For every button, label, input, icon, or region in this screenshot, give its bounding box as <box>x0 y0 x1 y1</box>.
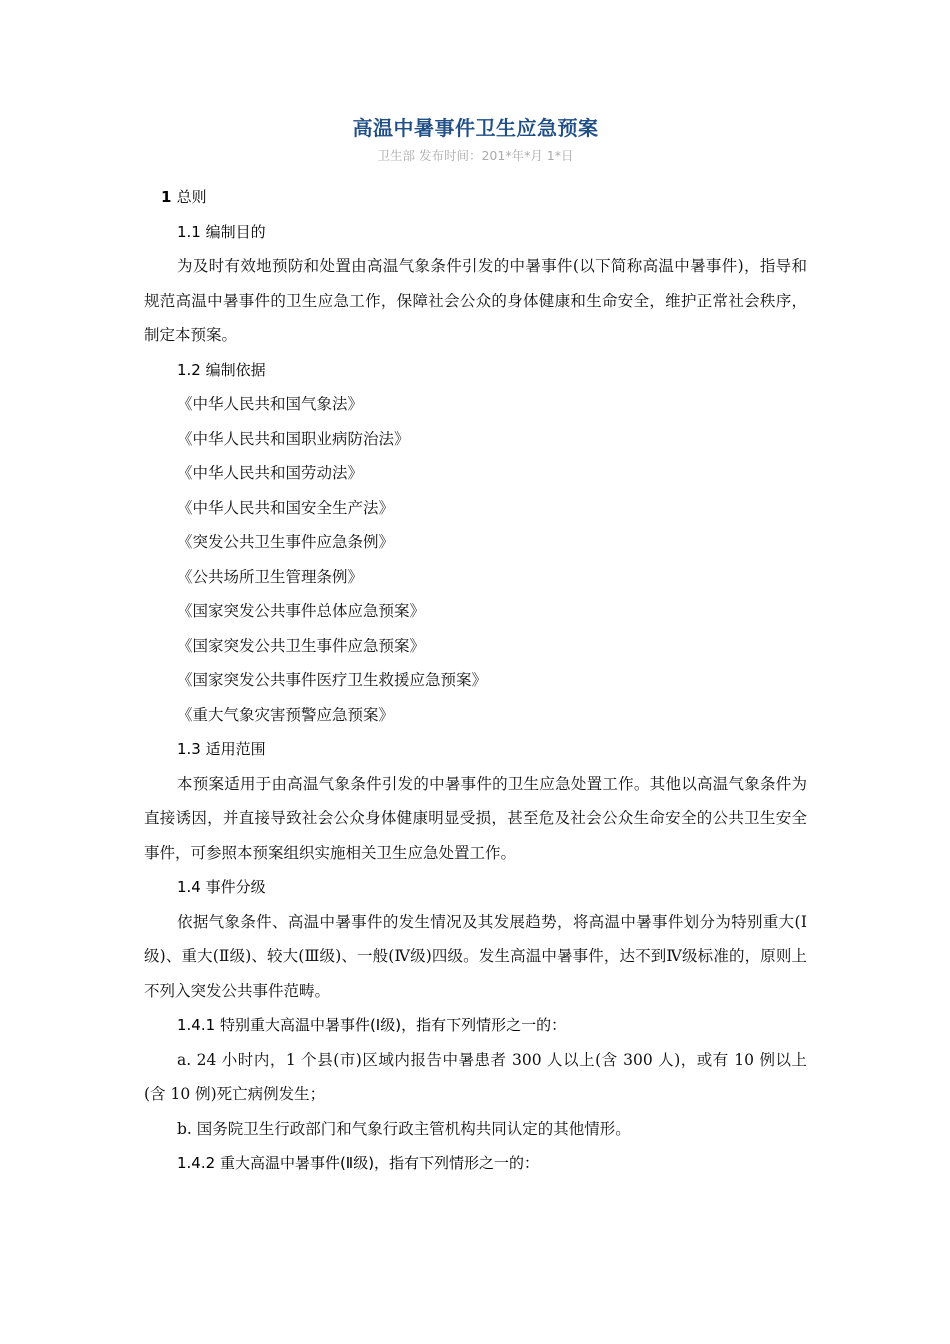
document-page <box>144 112 807 1181</box>
section-number: 1.3 <box>177 740 201 758</box>
reference-item: 《 重大气象灾害预警应急预案 》 <box>144 698 807 733</box>
section-number: 1 <box>161 188 172 206</box>
paragraph-criterion-a: a. 24 小时内，1 个县(市)区域内报告中暑患者 300 人以上(含 300 人)，或有 10 例以上(含 10 例)死亡病例发生； <box>144 1050 807 1103</box>
paragraph-purpose: 为及时有效地预防和处置由高温气象条件引发的中暑事件(以下简称高温中暑事件)，指导和规范高温中暑事件的卫生应急工作，保障社会公众的身体健康和生命安全，维护正常社会秩序，制定本预案。 <box>144 257 807 344</box>
section-number: 1.2 <box>177 360 201 379</box>
document-title: 高温中暑事件卫生应急预案 <box>352 116 599 140</box>
section-heading-1-4 <box>144 870 807 905</box>
reference-item: 《 中华人民共和国职业病防治法 》 <box>144 422 807 457</box>
reference-item: 《 国家突发公共卫生事件应急预案 》 <box>144 629 807 664</box>
reference-item: 《 国家突发公共事件总体应急预案 》 <box>144 594 807 629</box>
paragraph-scope: 本预案适用于由高温气象条件引发的中暑事件的卫生应急处置工作。其他以高温气象条件为直接诱因，并直接导致社会公众身体健康明显受损，甚至危及社会公众生命安全的公共卫生安全事件，可参照本预案组织实施相关卫生应急处置工作。 <box>144 774 807 862</box>
section-number: 1.4 <box>177 878 201 896</box>
reference-item: 《 公共场所卫生管理条例 》 <box>144 560 807 595</box>
reference-item: 《 突发公共卫生事件应急条例 》 <box>144 525 807 560</box>
reference-item: 《 中华人民共和国劳动法 》 <box>144 456 807 491</box>
section-heading-1 <box>144 180 807 215</box>
section-label: 编制依据 <box>205 360 266 379</box>
section-heading-1-3 <box>144 732 807 767</box>
section-number: 1.1 <box>177 222 201 241</box>
paragraph-criterion-b: b. 国务院卫生行政部门和气象行政主管机构共同认定的其他情形。 <box>177 1119 631 1138</box>
section-heading-1-4-1 <box>144 1008 807 1043</box>
section-heading-1-2 <box>144 353 807 388</box>
section-number: 1.4.2 <box>177 1154 216 1172</box>
section-label: 重大高温中暑事件(Ⅱ级)，指有下列情形之一的： <box>219 1154 540 1172</box>
section-label: 总则 <box>176 188 207 206</box>
section-label: 编制目的 <box>205 222 266 241</box>
section-number: 1.4.1 <box>177 1016 216 1034</box>
section-label: 适用范围 <box>205 740 266 758</box>
section-label: 特别重大高温中暑事件(Ⅰ级)，指有下列情形之一的： <box>219 1016 567 1034</box>
section-label: 事件分级 <box>205 878 266 896</box>
reference-item: 《 中华人民共和国气象法 》 <box>144 387 807 422</box>
reference-list <box>144 387 807 732</box>
document-meta: 卫生部 发布时间：201*年*月 1*日 <box>377 148 574 163</box>
reference-item: 《 中华人民共和国安全生产法 》 <box>144 491 807 526</box>
section-heading-1-4-2 <box>144 1146 807 1181</box>
reference-item: 《 国家突发公共事件医疗卫生救援应急预案 》 <box>144 663 807 698</box>
paragraph-grading: 依据气象条件、高温中暑事件的发生情况及其发展趋势，将高温中暑事件划分为特别重大(Ⅰ级)、重大(Ⅱ级)、较大(Ⅲ级)、一般(Ⅳ级)四级。发生高温中暑事件，达不到Ⅳ级标准的，原则上不列入突发公共事件范畴。 <box>144 912 807 1000</box>
section-heading-1-1 <box>144 215 807 250</box>
